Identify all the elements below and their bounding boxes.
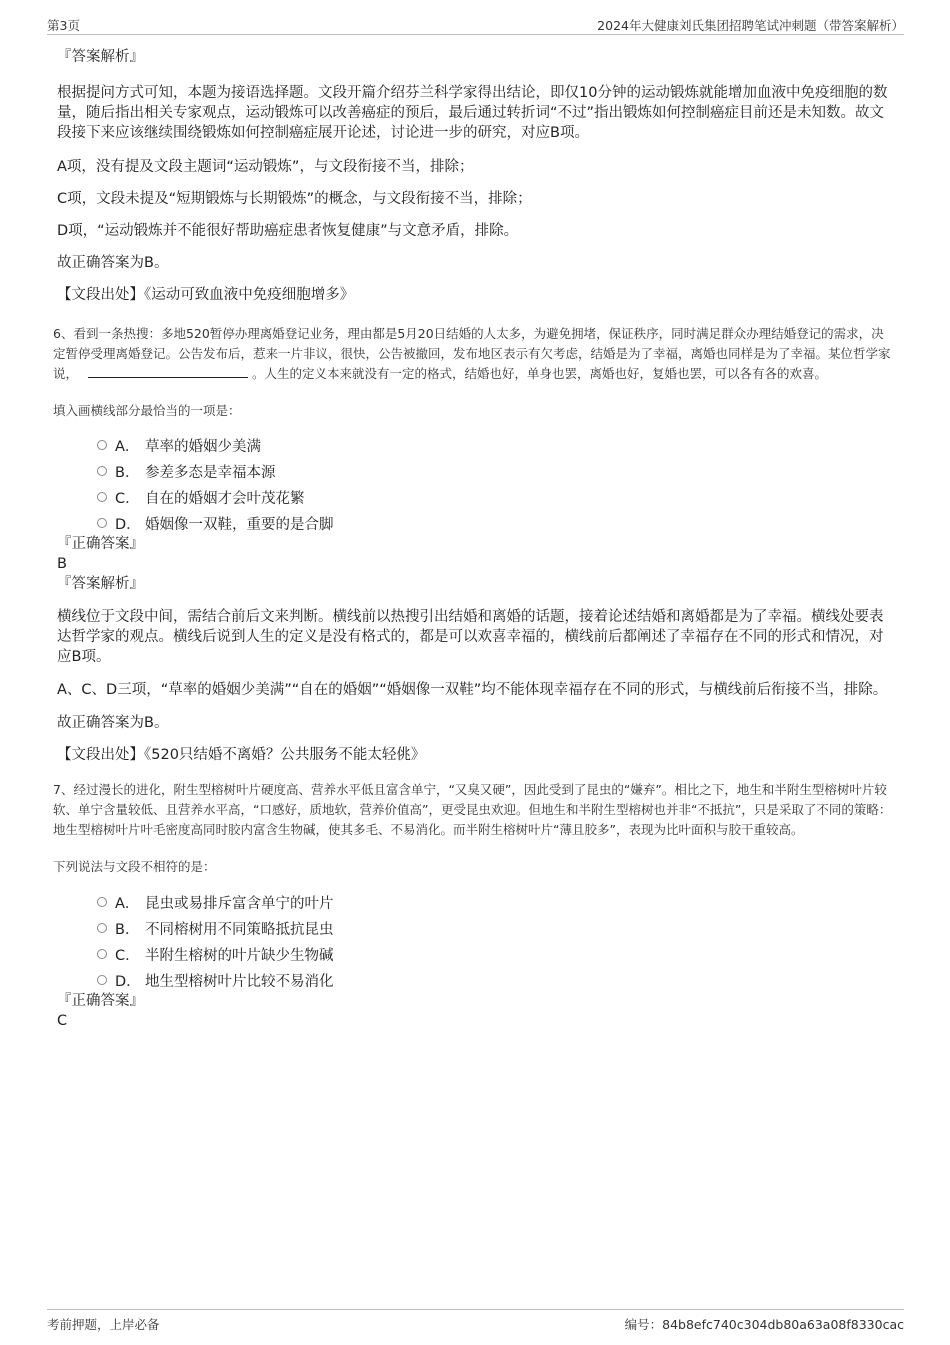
question-6-text-before: 6、看到一条热搜：多地520暂停办理离婚登记业务，理由都是5月20日结婚的人太多，为避免拥堵，保证秩序，同时满足群众办理结婚登记的需求，决定暂停受理离婚登记。公告发布后，惹来一片非议，很快，公告被撤回，发布地区表示有欠考虑，结婚是为了幸福，离婚也同样是为了幸福。某位哲学家说， bbox=[53, 326, 891, 381]
radio-icon[interactable] bbox=[97, 975, 107, 985]
analysis-paragraph: D项，“运动锻炼并不能很好帮助癌症患者恢复健康”与文意矛盾，排除。 bbox=[57, 223, 519, 239]
option-letter: C． bbox=[115, 491, 140, 507]
question-7-text: 7、经过漫长的进化，附生型榕树叶片硬度高、营养水平低且富含单宁，“又臭又硬”，因此受到了昆虫的“嫌弃”。相比之下，地生和半附生型榕树叶片较软、单宁含量较低、且营养水平高，“口感好，质地软，营养价值高”，更受昆虫欢迎。但地生和半附生型榕树也并非“不抵抗”，只是采取了不同的策略：地生型榕树叶片叶毛密度高同时胶内富含生物碱，使其多毛、不易消化。而半附生榕树叶片“薄且胶多”，表现为比叶面积与胶干重较高。 bbox=[53, 781, 892, 837]
radio-icon[interactable] bbox=[97, 492, 107, 502]
option-text: 自在的婚姻才会叶茂花繁 bbox=[145, 491, 305, 507]
radio-icon[interactable] bbox=[97, 949, 107, 959]
analysis-paragraph: A、C、D三项，“草率的婚姻少美满”“自在的婚姻”“婚姻像一双鞋”均不能体现幸福存在不同的形式，与横线前后衔接不当，排除。 bbox=[57, 682, 888, 698]
option-letter: B． bbox=[115, 921, 140, 938]
option-d[interactable] bbox=[57, 510, 893, 536]
option-text: 半附生榕树的叶片缺少生物碱 bbox=[145, 947, 334, 964]
option-b[interactable] bbox=[57, 915, 893, 941]
correct-answer-label: 『正确答案』 bbox=[57, 536, 144, 552]
analysis-label: 『答案解析』 bbox=[57, 576, 144, 592]
option-letter: B． bbox=[115, 465, 140, 481]
option-a[interactable] bbox=[57, 432, 893, 458]
document-title: 2024年大健康刘氏集团招聘笔试冲刺题（带答案解析） bbox=[597, 18, 904, 33]
page-number: 第3页 bbox=[47, 18, 80, 33]
option-letter: A． bbox=[115, 895, 140, 912]
source-citation: 【文段出处】《运动可致血液中免疫细胞增多》 bbox=[57, 287, 355, 303]
radio-icon[interactable] bbox=[97, 897, 107, 907]
question-7-options bbox=[57, 889, 893, 993]
option-letter: A． bbox=[115, 439, 140, 455]
option-text: 婚姻像一双鞋，重要的是合脚 bbox=[145, 517, 334, 533]
radio-icon[interactable] bbox=[97, 466, 107, 476]
page-header bbox=[47, 14, 904, 35]
analysis-paragraph: 横线位于文段中间，需结合前后文来判断。横线前以热搜引出结婚和离婚的话题，接着论述结婚和离婚都是为了幸福。横线处要表达哲学家的观点。横线后说到人生的定义是没有格式的，都是可以欢喜幸福的，横线前后都阐述了幸福存在不同的形式和情况，对应B项。 bbox=[57, 609, 884, 665]
option-letter: D． bbox=[115, 517, 141, 533]
fill-blank-line bbox=[88, 364, 248, 378]
option-text: 不同榕树用不同策略抵抗昆虫 bbox=[145, 921, 334, 938]
option-d[interactable] bbox=[57, 967, 893, 993]
question-6-text-after: 。人生的定义本来就没有一定的格式，结婚也好，单身也罢，离婚也好，复婚也罢，可以各有各的欢喜。 bbox=[252, 366, 828, 381]
question-6-text bbox=[53, 324, 893, 384]
analysis-paragraph: A项，没有提及文段主题词“运动锻炼”，与文段衔接不当，排除； bbox=[57, 159, 474, 175]
option-text: 草率的婚姻少美满 bbox=[145, 439, 261, 455]
correct-answer: B bbox=[57, 556, 67, 572]
answer-conclusion: 故正确答案为B。 bbox=[57, 715, 169, 731]
radio-icon[interactable] bbox=[97, 923, 107, 933]
question-6-prompt: 填入画横线部分最恰当的一项是： bbox=[53, 403, 241, 418]
analysis-label: 『答案解析』 bbox=[57, 49, 144, 65]
answer-conclusion: 故正确答案为B。 bbox=[57, 255, 169, 271]
main-content bbox=[53, 44, 893, 1031]
question-7-prompt: 下列说法与文段不相符的是： bbox=[53, 858, 216, 874]
option-text: 参差多态是幸福本源 bbox=[145, 465, 276, 481]
radio-icon[interactable] bbox=[97, 518, 107, 528]
option-c[interactable] bbox=[57, 484, 893, 510]
page-footer bbox=[47, 1309, 904, 1332]
option-c[interactable] bbox=[57, 941, 893, 967]
option-letter: C． bbox=[115, 947, 140, 964]
source-citation: 【文段出处】《520只结婚不离婚？公共服务不能太轻佻》 bbox=[57, 747, 426, 763]
option-b[interactable] bbox=[57, 458, 893, 484]
analysis-paragraph: C项，文段未提及“短期锻炼与长期锻炼”的概念，与文段衔接不当，排除； bbox=[57, 191, 532, 207]
option-text: 昆虫或易排斥富含单宁的叶片 bbox=[145, 895, 334, 912]
correct-answer-label: 『正确答案』 bbox=[57, 992, 144, 1009]
document-id: 编号：84b8efc740c304db80a63a08f8330cac bbox=[624, 1317, 904, 1332]
option-a[interactable] bbox=[57, 889, 893, 915]
footer-slogan: 考前押题，上岸必备 bbox=[47, 1317, 160, 1332]
option-letter: D． bbox=[115, 973, 141, 990]
question-6-options bbox=[57, 432, 893, 536]
correct-answer: C bbox=[57, 1012, 68, 1029]
option-text: 地生型榕树叶片比较不易消化 bbox=[145, 973, 334, 990]
radio-icon[interactable] bbox=[97, 440, 107, 450]
analysis-paragraph: 根据提问方式可知，本题为接语选择题。文段开篇介绍芬兰科学家得出结论，即仅10分钟的运动锻炼就能增加血液中免疫细胞的数量，随后指出相关专家观点，运动锻炼可以改善癌症的预后，最后通过转折词“不过”指出锻炼如何控制癌症目前还是未知数。故文段接下来应该继续围绕锻炼如何控制癌症展开论述，讨论进一步的研究，对应B项。 bbox=[57, 85, 888, 141]
